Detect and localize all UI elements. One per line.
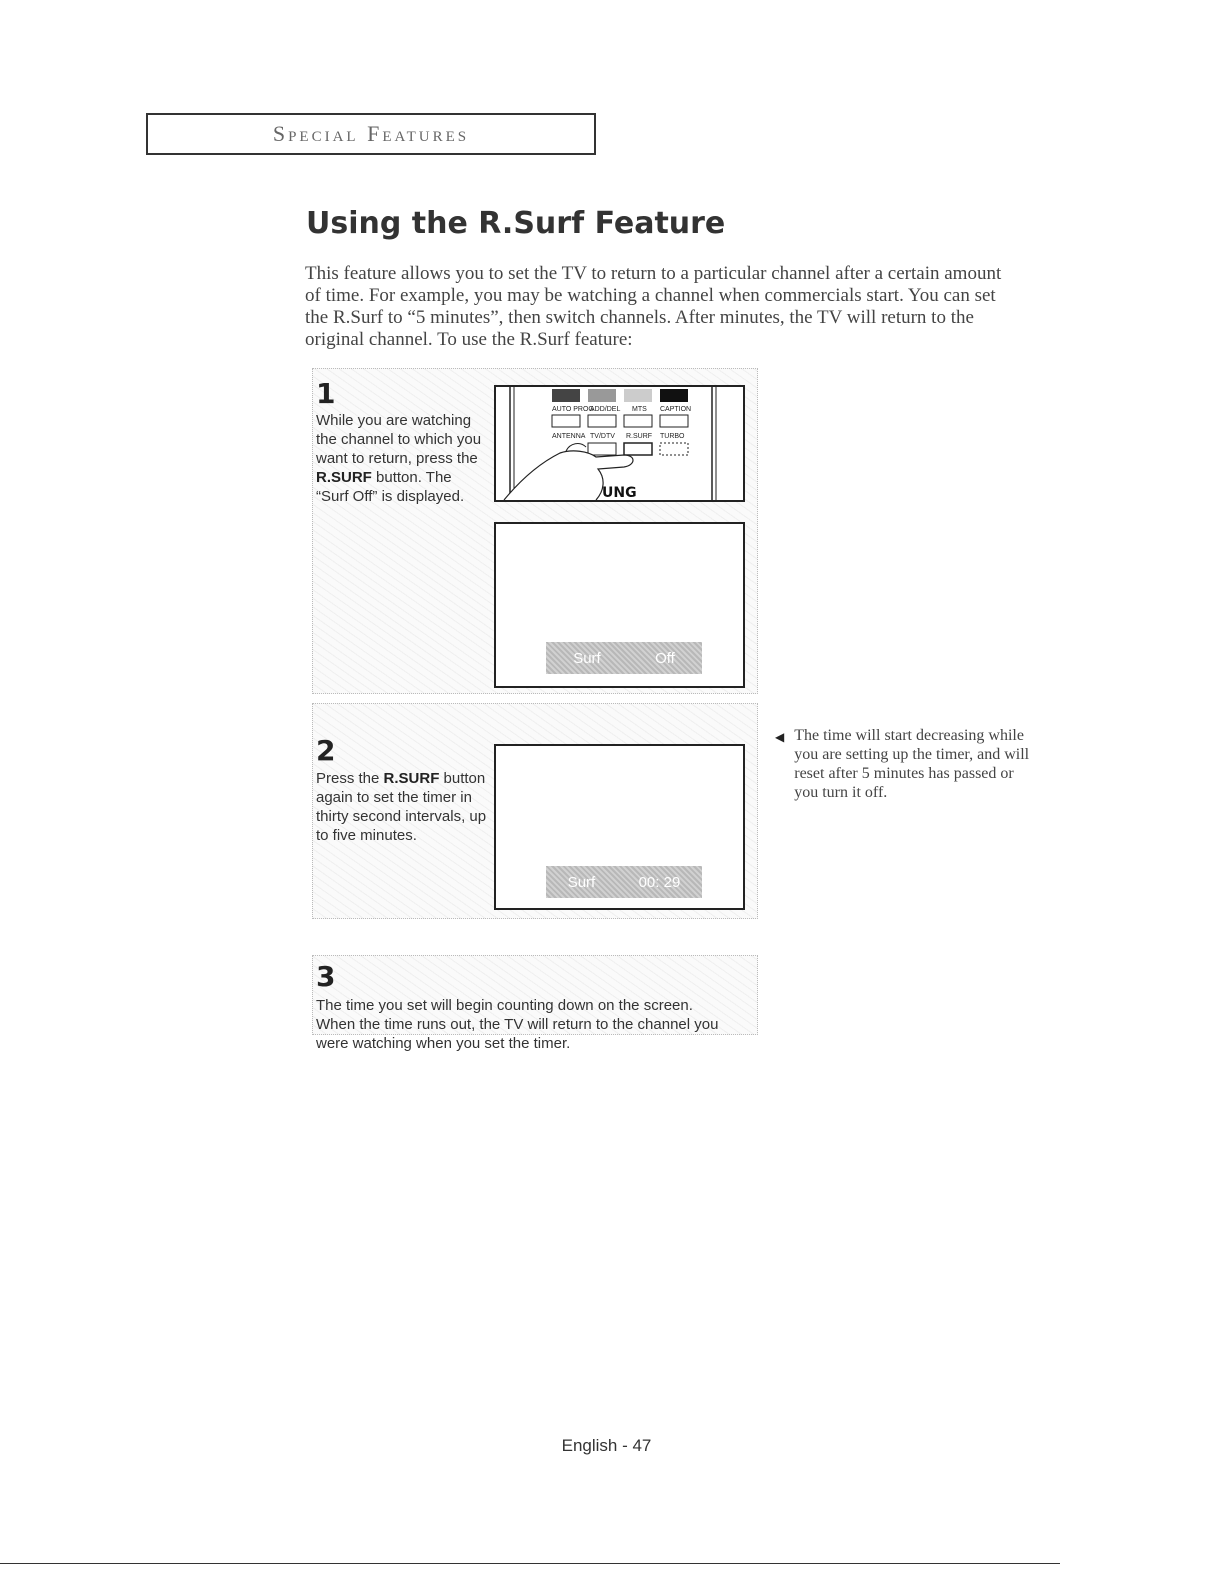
step-2-text-before: Press the xyxy=(316,770,384,787)
section-header xyxy=(146,113,596,155)
remote-label-r-surf: R.SURF xyxy=(626,433,653,440)
step-1-button-name: R.SURF xyxy=(316,469,372,486)
step-2-text xyxy=(316,769,488,845)
button-row-a-4 xyxy=(660,415,688,427)
osd-surf-off xyxy=(546,642,702,674)
step-2-number: 2 xyxy=(316,734,336,767)
remote-label-antenna: ANTENNA xyxy=(552,433,586,440)
page-number: English - 47 xyxy=(561,1436,652,1455)
step-3-text: The time you set will begin counting down on the screen. When the time runs out, the TV will return to the channel you were watching when you set the timer. xyxy=(316,997,719,1052)
button-row-b-1 xyxy=(588,443,616,455)
step-2-button-name: R.SURF xyxy=(383,770,440,787)
step-3-number: 3 xyxy=(316,960,336,993)
button-row-a-2 xyxy=(588,415,616,427)
remote-control-illustration xyxy=(494,385,745,502)
button-top-4 xyxy=(660,389,688,402)
button-row-a-3 xyxy=(624,415,652,427)
page-title: Using the R.Surf Feature xyxy=(306,206,726,241)
footer-rule xyxy=(0,1563,1060,1564)
remote-label-mts: MTS xyxy=(632,406,647,413)
remote-label-add-del: ADD/DEL xyxy=(590,406,621,413)
step-1-text-before: While you are watching the channel to which you want to return, press the xyxy=(316,412,482,467)
side-note xyxy=(775,726,1035,802)
osd-value: 00: 29 xyxy=(638,873,681,891)
osd-surf-timer xyxy=(546,866,702,898)
button-row-b-3 xyxy=(660,443,688,455)
tv-screen-step-1 xyxy=(494,522,745,688)
remote-label-tv-dtv: TV/DTV xyxy=(590,433,615,440)
osd-label: Surf xyxy=(567,873,596,891)
remote-brand-text: UNG xyxy=(602,485,637,500)
remote-illustration-svg xyxy=(496,387,743,500)
osd-value: Off xyxy=(655,649,675,667)
osd-label: Surf xyxy=(573,649,601,667)
button-row-a-1 xyxy=(552,415,580,427)
note-text: The time will start decreasing while you are setting up the timer, and will reset after 5 minutes has passed or you turn it off. xyxy=(794,727,1030,801)
r-surf-button xyxy=(624,443,652,455)
intro-paragraph: This feature allows you to set the TV to return to a particular channel after a certain amount of time. For example, you may be watching a channel when commercials start. You can set the R.Surf to “5 minutes”, then switch channels. After minutes, the TV will return to the original channel. To use the R.Surf feature: xyxy=(305,263,1002,350)
button-top-3 xyxy=(624,389,652,402)
step-1-number: 1 xyxy=(316,377,336,410)
remote-label-auto-prog: AUTO PROG xyxy=(552,406,594,413)
step-2-text-after: button again to set the timer in thirty second intervals, up to five minutes. xyxy=(316,770,487,844)
tv-screen-step-2 xyxy=(494,744,745,910)
remote-label-turbo: TURBO xyxy=(660,433,685,440)
remote-label-caption: CAPTION xyxy=(660,406,692,413)
step-1-text-after: button. The “Surf Off” is displayed. xyxy=(316,469,465,505)
left-pointer-icon: ◀ xyxy=(775,730,785,744)
button-top-1 xyxy=(552,389,580,402)
step-1-text xyxy=(316,411,488,506)
button-top-2 xyxy=(588,389,616,402)
section-title: Special Features xyxy=(272,121,470,146)
